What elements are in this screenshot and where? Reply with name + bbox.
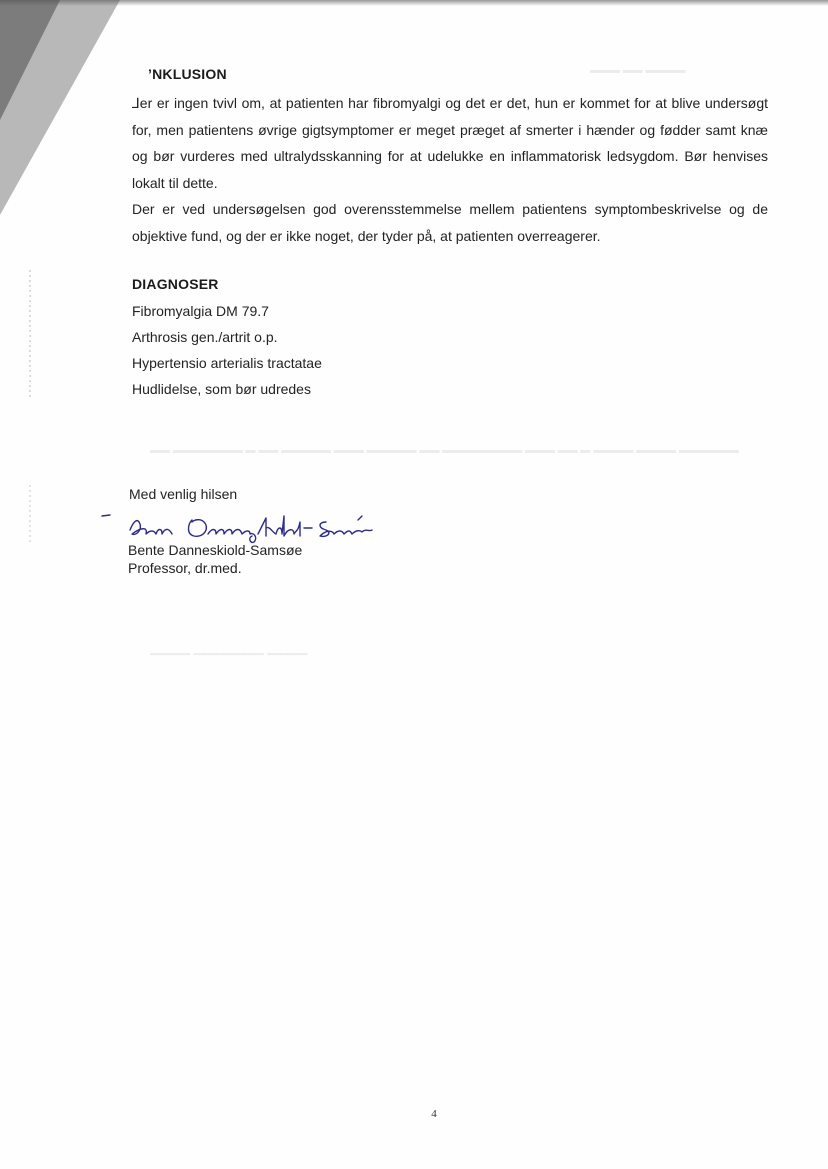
diagnoses-section [132,276,768,292]
conclusion-paragraph-1: ⅃er er ingen tvivl om, at patienten har fibromyalgi og det er det, hun er kommet for at blive undersøgt for, men patientens øvrige gigtsymptomer er meget præget af smerter i hænder og fødder samt knæ og bør vurderes med ultralydsskanning for at udelukke en inflammatorisk ledsygdom. Bør henvises lokalt til dette. [132,95,768,191]
bleed-through-text: ▬▬▬ ▬▬ ▬▬▬▬ [590,65,686,76]
conclusion-paragraph-2: Der er ved undersøgelsen god overensstemmelse mellem patientens symptombeskrivelse og de objektive fund, og der er ikke noget, der tyder på, at patienten overreagerer. [132,201,768,244]
diagnoses-list [132,298,768,402]
diagnoses-heading: DIAGNOSER [132,276,219,292]
signature-block [128,541,764,577]
conclusion-body [132,90,768,249]
diagnosis-item: Arthrosis gen./artrit o.p. [132,329,278,345]
diagnosis-item: Hudlidelse, som bør udredes [132,381,311,397]
page-number: 4 [431,1108,437,1120]
conclusion-heading: ’NKLUSION [148,66,227,82]
bleed-through-text: ▬▬ ▬▬▬▬▬▬▬ ▬ ▬▬ ▬▬▬▬▬ ▬▬▬ ▬▬▬▬▬ ▬▬ ▬▬▬▬▬▬▬▬ ▬▬▬ ▬▬ ▬ ▬▬▬▬ ▬▬▬▬ ▬▬▬▬▬▬ [150,445,739,456]
closing-greeting: Med venlig hilsen [129,486,238,502]
diagnosis-item: Hypertensio arterialis tractatae [132,355,322,371]
bleed-through-signature: ▁▁▁▁ ▁▁▁▁▁▁▁ ▁▁▁▁ [150,640,308,655]
conclusion-section [132,66,768,82]
signatory-name: Bente Danneskiold-Samsøe [128,542,303,558]
signatory-title: Professor, dr.med. [128,560,242,576]
closing-greeting-block [129,486,765,502]
diagnosis-item: Fibromyalgia DM 79.7 [132,303,269,319]
